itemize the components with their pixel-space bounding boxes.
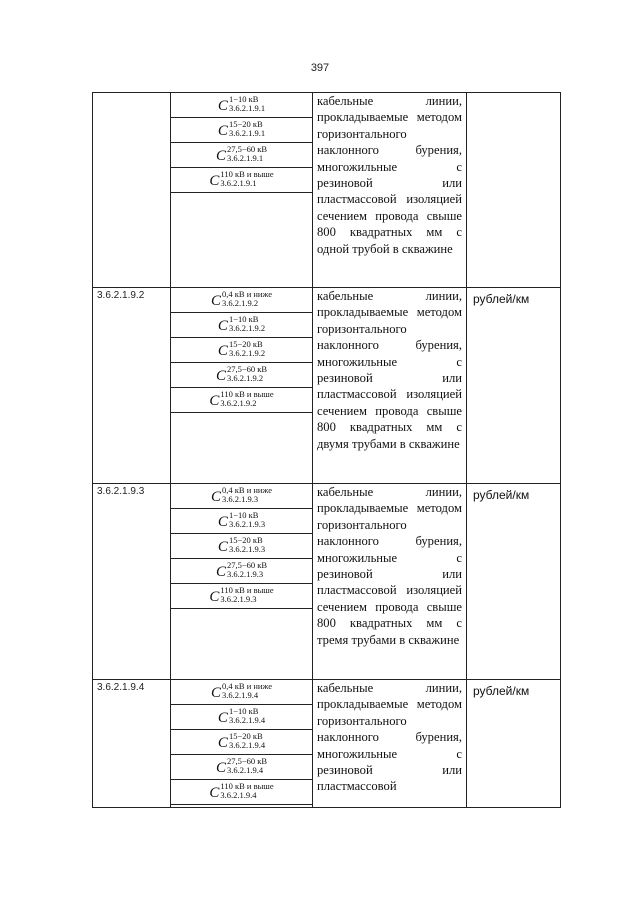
table-row <box>93 680 561 808</box>
formula-symbol <box>209 586 273 605</box>
symbol-list <box>171 484 312 609</box>
symbol-scripts <box>227 757 267 775</box>
voltage-superscript: 1−10 кВ <box>228 510 259 520</box>
row-code: 3.6.2.1.9.3 <box>93 484 171 680</box>
code-subscript: 3.6.2.1.9.4 <box>228 715 266 725</box>
symbol-box <box>171 730 312 755</box>
symbol-scripts <box>229 536 265 554</box>
formula-symbol <box>216 365 267 384</box>
code-subscript: 3.6.2.1.9.1 <box>228 128 266 138</box>
symbol-box <box>171 288 312 313</box>
symbol-letter: C <box>217 123 228 139</box>
symbol-letter: C <box>209 173 220 189</box>
formula-symbol <box>209 170 273 189</box>
symbol-box <box>171 484 312 509</box>
symbol-scripts <box>220 782 273 800</box>
code-subscript: 3.6.2.1.9.4 <box>226 765 264 775</box>
formula-symbol <box>218 707 265 726</box>
symbol-box <box>171 680 312 705</box>
symbol-scripts <box>229 340 265 358</box>
code-subscript: 3.6.2.1.9.2 <box>228 323 266 333</box>
symbol-list <box>171 93 312 193</box>
code-subscript: 3.6.2.1.9.1 <box>226 153 264 163</box>
symbol-box <box>171 509 312 534</box>
code-subscript: 3.6.2.1.9.2 <box>222 298 259 308</box>
symbol-box <box>171 363 312 388</box>
formula-symbol <box>211 682 272 701</box>
row-description <box>313 288 467 484</box>
formula-symbol <box>211 486 272 505</box>
formula-symbol <box>218 511 265 530</box>
symbol-letter: C <box>209 785 220 801</box>
symbol-cell <box>171 680 313 808</box>
symbol-box <box>171 388 312 413</box>
voltage-superscript: 0,4 кВ и ниже <box>222 681 272 691</box>
symbol-box <box>171 313 312 338</box>
symbol-letter: C <box>217 735 228 751</box>
symbol-letter: C <box>211 685 222 701</box>
symbol-letter: C <box>217 514 228 530</box>
description-text: кабельные линии, прокладываемые методом горизонтального наклонного бурения, многожильные с резиновой или пластмассовой изоляцией сечением провода свыше 800 квадратных мм с двумя трубами в скважине <box>317 289 462 451</box>
symbol-scripts <box>229 95 265 113</box>
code-subscript: 3.6.2.1.9.2 <box>228 348 266 358</box>
formula-symbol <box>218 315 265 334</box>
symbol-list <box>171 680 312 805</box>
row-code <box>93 93 171 288</box>
symbol-box <box>171 118 312 143</box>
voltage-superscript: 27,5−60 кВ <box>226 560 268 570</box>
row-description <box>313 484 467 680</box>
code-subscript: 3.6.2.1.9.4 <box>220 790 257 800</box>
voltage-superscript: 15−20 кВ <box>228 731 263 741</box>
code-subscript: 3.6.2.1.9.3 <box>228 544 266 554</box>
table-row <box>93 288 561 484</box>
formula-symbol <box>218 95 265 114</box>
symbol-scripts <box>227 561 267 579</box>
symbol-box <box>171 534 312 559</box>
symbol-letter: C <box>217 343 228 359</box>
voltage-superscript: 27,5−60 кВ <box>226 756 268 766</box>
symbol-scripts <box>220 390 273 408</box>
symbol-letter: C <box>217 98 228 114</box>
symbol-letter: C <box>209 589 220 605</box>
formula-symbol <box>218 536 265 555</box>
code-subscript: 3.6.2.1.9.3 <box>228 519 266 529</box>
symbol-letter: C <box>217 710 228 726</box>
formula-symbol <box>211 290 272 309</box>
symbol-box <box>171 584 312 609</box>
code-subscript: 3.6.2.1.9.4 <box>228 740 266 750</box>
row-code: 3.6.2.1.9.4 <box>93 680 171 808</box>
row-unit: рублей/км <box>467 484 561 680</box>
symbol-letter: C <box>215 564 226 580</box>
symbol-box <box>171 338 312 363</box>
symbol-scripts <box>229 315 265 333</box>
voltage-superscript: 110 кВ и выше <box>220 169 274 179</box>
symbol-scripts <box>227 365 267 383</box>
formula-symbol <box>218 340 265 359</box>
voltage-superscript: 1−10 кВ <box>228 706 259 716</box>
description-text: кабельные линии, прокладываемые методом горизонтального наклонного бурения, многожильные с резиновой или пластмассовой <box>317 681 462 794</box>
symbol-letter: C <box>215 760 226 776</box>
description-text: кабельные линии, прокладываемые методом горизонтального наклонного бурения, многожильные с резиновой или пластмассовой изоляцией сечением провода свыше 800 квадратных мм с тремя трубами в скважине <box>317 485 462 647</box>
formula-symbol <box>216 145 267 164</box>
formula-symbol <box>216 561 267 580</box>
symbol-letter: C <box>215 148 226 164</box>
voltage-superscript: 1−10 кВ <box>228 314 259 324</box>
symbol-scripts <box>222 486 272 504</box>
symbol-scripts <box>222 682 272 700</box>
symbol-letter: C <box>217 539 228 555</box>
symbol-letter: C <box>211 489 222 505</box>
symbol-letter: C <box>209 393 220 409</box>
row-unit: рублей/км <box>467 680 561 808</box>
symbol-scripts <box>227 145 267 163</box>
symbol-box <box>171 559 312 584</box>
symbol-box <box>171 93 312 118</box>
symbol-scripts <box>229 707 265 725</box>
voltage-superscript: 27,5−60 кВ <box>226 144 268 154</box>
row-unit <box>467 93 561 288</box>
symbol-box <box>171 755 312 780</box>
formula-symbol <box>216 757 267 776</box>
symbol-scripts <box>229 120 265 138</box>
code-subscript: 3.6.2.1.9.4 <box>222 690 259 700</box>
symbol-cell <box>171 93 313 288</box>
code-subscript: 3.6.2.1.9.3 <box>226 569 264 579</box>
symbol-scripts <box>229 732 265 750</box>
symbol-cell <box>171 288 313 484</box>
symbol-scripts <box>220 170 273 188</box>
code-subscript: 3.6.2.1.9.3 <box>222 494 259 504</box>
code-subscript: 3.6.2.1.9.2 <box>226 373 264 383</box>
code-subscript: 3.6.2.1.9.1 <box>228 103 266 113</box>
row-description <box>313 680 467 808</box>
description-text: кабельные линии, прокладываемые методом горизонтального наклонного бурения, многожильные с резиновой или пластмассовой изоляцией сечением провода свыше 800 квадратных мм с одной трубой в скважине <box>317 94 462 256</box>
symbol-box <box>171 705 312 730</box>
voltage-superscript: 27,5−60 кВ <box>226 364 268 374</box>
code-subscript: 3.6.2.1.9.2 <box>220 398 257 408</box>
symbol-scripts <box>220 586 273 604</box>
formula-symbol <box>209 782 273 801</box>
code-subscript: 3.6.2.1.9.3 <box>220 594 257 604</box>
voltage-superscript: 15−20 кВ <box>228 339 263 349</box>
table-row <box>93 484 561 680</box>
voltage-superscript: 110 кВ и выше <box>220 389 274 399</box>
voltage-superscript: 15−20 кВ <box>228 119 263 129</box>
tariff-table <box>92 92 561 808</box>
row-code: 3.6.2.1.9.2 <box>93 288 171 484</box>
code-subscript: 3.6.2.1.9.1 <box>220 178 257 188</box>
symbol-scripts <box>229 511 265 529</box>
symbol-letter: C <box>215 368 226 384</box>
page-number: 397 <box>310 62 330 74</box>
symbol-scripts <box>222 290 272 308</box>
row-unit: рублей/км <box>467 288 561 484</box>
voltage-superscript: 110 кВ и выше <box>220 585 274 595</box>
symbol-box <box>171 780 312 805</box>
voltage-superscript: 1−10 кВ <box>228 94 259 104</box>
symbol-list <box>171 288 312 413</box>
symbol-box <box>171 168 312 193</box>
symbol-box <box>171 143 312 168</box>
row-description <box>313 93 467 288</box>
symbol-cell <box>171 484 313 680</box>
formula-symbol <box>209 390 273 409</box>
formula-symbol <box>218 732 265 751</box>
table-row <box>93 93 561 288</box>
symbol-letter: C <box>217 318 228 334</box>
voltage-superscript: 0,4 кВ и ниже <box>222 485 272 495</box>
voltage-superscript: 110 кВ и выше <box>220 781 274 791</box>
formula-symbol <box>218 120 265 139</box>
symbol-letter: C <box>211 293 222 309</box>
voltage-superscript: 15−20 кВ <box>228 535 263 545</box>
voltage-superscript: 0,4 кВ и ниже <box>222 289 272 299</box>
